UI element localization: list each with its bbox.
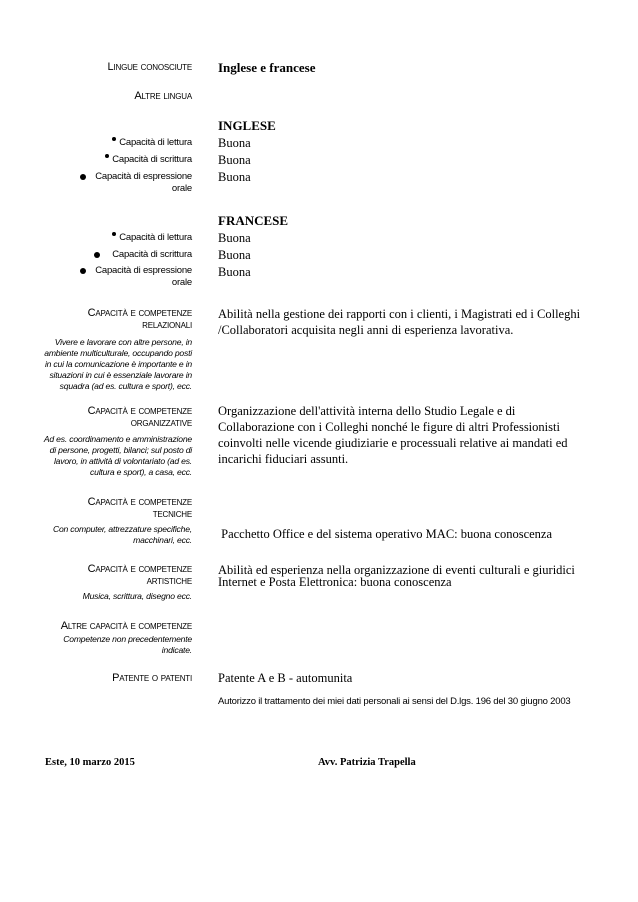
english-title: INGLESE [218,118,276,133]
french-writing-value: Buona [218,248,251,262]
bullet-icon [112,137,116,141]
organizational-value: Organizzazione dell'attività interna dello Studio Legale e di Collaborazione con i Colleghi nonché le figure di altri Professionisti coinvolti nelle vicende giudiziarie e processuali relative ai mandati ed incarichi fiduciari assunti. [218,404,568,466]
other-skills-desc: Competenze non precedentemente indicate. [63,634,192,655]
english-writing-value: Buona [218,153,251,167]
french-speaking-value: Buona [218,265,251,279]
bullet-icon [105,154,109,158]
artistic-value: Abilità ed esperienza nella organizzazione di eventi culturali e giuridici [218,563,575,577]
relational-label: Capacità e competenze relazionali [87,307,192,331]
other-languages-label: Altre lingua [134,90,192,102]
technical-label: Capacità e competenze tecniche [87,496,192,520]
english-speaking-value: Buona [218,170,251,184]
french-speaking-label: Capacità di espressione orale [95,265,192,288]
signature: Avv. Patrizia Trapella [318,757,416,768]
organizational-desc: Ad es. coordinamento e amministrazione di persone, progetti, bilanci; sul posto di lavoro, in attività di volontariato (ad es. cultura e sport), a casa, ecc. [43,434,192,477]
organizational-label: Capacità e competenze organizzative [87,405,192,429]
french-title: FRANCESE [218,213,289,228]
artistic-desc: Musica, scrittura, disegno ecc. [82,591,192,601]
relational-desc: Vivere e lavorare con altre persone, in ambiente multiculturale, occupando posti in cui la comunicazione è importante e in situazioni in cui è essenziale lavorare in squadra (ad es. cultura e sport), ecc. [44,337,192,391]
place-date: Este, 10 marzo 2015 [45,757,135,768]
artistic-label: Capacità e competenze artistiche [87,563,192,587]
english-reading-label: Capacità di lettura [2,137,192,149]
french-reading-label: Capacità di lettura [2,232,192,244]
license-label: Patente o patenti [112,672,192,684]
relational-value: Abilità nella gestione dei rapporti con i clienti, i Magistrati ed i Colleghi /Collaboratori acquisita negli anni di esperienza lavorativa. [218,307,581,337]
languages-known-label: Lingue conosciute [107,61,192,73]
french-writing-label: Capacità di scrittura [112,249,192,260]
technical-desc: Con computer, attrezzature specifiche, macchinari, ecc. [52,524,192,545]
privacy-consent: Autorizzo il trattamento dei miei dati personali ai sensi del D.lgs. 196 del 30 giugno 2003 [218,696,571,707]
english-writing-label: Capacità di scrittura [2,154,192,166]
technical-value: Pacchetto Office e del sistema operativo MAC: buona conoscenza Internet e Posta Elettronica: buona conoscenza [218,527,553,589]
license-value: Patente A e B - automunita [218,671,353,685]
bullet-icon [112,232,116,236]
english-speaking-label: Capacità di espressione orale [95,171,192,194]
english-reading-value: Buona [218,136,251,150]
other-skills-label: Altre capacità e competenze [60,620,192,632]
french-reading-value: Buona [218,231,251,245]
languages-known-value: Inglese e francese [218,60,316,75]
